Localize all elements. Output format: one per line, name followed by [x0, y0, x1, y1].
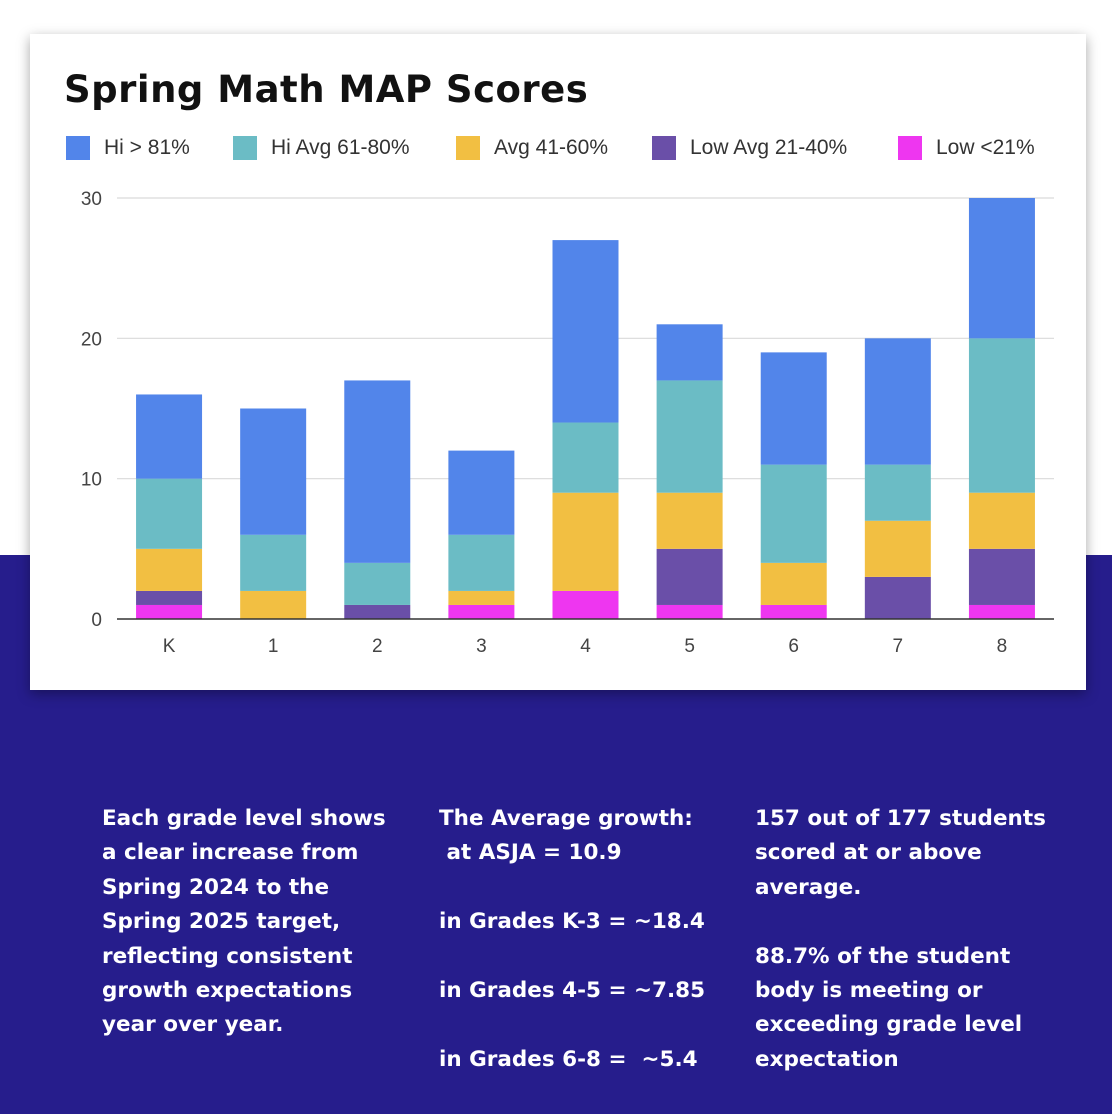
- text-middle-line-1: The Average growth:: [439, 806, 693, 831]
- bar-segment: [969, 338, 1035, 492]
- bar-segment: [344, 605, 410, 619]
- bar-segment: [865, 465, 931, 521]
- x-tick-label: 3: [476, 636, 487, 657]
- text-right-line-5: 88.7% of the student: [755, 943, 1011, 969]
- bar-segment: [969, 493, 1035, 549]
- bar-segment: [553, 240, 619, 422]
- text-right-line-8: expectation: [755, 1046, 899, 1072]
- bar-segment: [136, 394, 202, 478]
- x-tick-label: 2: [371, 636, 383, 657]
- text-middle-line-8: in Grades 6-8 = ~5.4: [439, 1046, 698, 1072]
- bar-segment: [344, 563, 410, 605]
- bar-segment: [448, 605, 514, 619]
- bar-segment: [136, 549, 202, 591]
- bar-segment: [657, 324, 723, 380]
- legend-label-low-avg: Low Avg 21-40%: [690, 136, 848, 159]
- bar-segment: [448, 451, 514, 535]
- text-column-middle: [439, 802, 705, 1077]
- bar-segment: [240, 409, 306, 535]
- bar-segment: [136, 479, 202, 549]
- text-left-line-7: year over year.: [102, 1012, 284, 1038]
- text-right-line-4: [755, 905, 1046, 939]
- bar-segment: [657, 549, 723, 605]
- bar-segment: [761, 605, 827, 619]
- text-left-line-2: a clear increase from: [102, 840, 359, 866]
- y-tick-label: 0: [91, 610, 102, 631]
- text-left-line-1: Each grade level shows: [102, 806, 386, 831]
- x-tick-label: 4: [580, 636, 591, 657]
- bar-segment: [969, 549, 1035, 605]
- x-tick-label: 7: [892, 636, 904, 657]
- text-right-line-1: 157 out of 177 students: [755, 806, 1046, 831]
- bar-segment: [969, 198, 1035, 338]
- x-tick-label: K: [162, 636, 176, 657]
- bar-segment: [865, 338, 931, 464]
- text-left-line-4: Spring 2025 target,: [102, 909, 341, 935]
- legend-label-low: Low <21%: [936, 136, 1035, 159]
- legend-label-avg: Avg 41-60%: [494, 136, 609, 159]
- text-middle-line-4: in Grades K-3 = ~18.4: [439, 909, 705, 935]
- legend-label-hi: Hi > 81%: [104, 136, 190, 159]
- bar-segment: [136, 591, 202, 605]
- x-tick-label: 8: [996, 636, 1008, 657]
- bar-segment: [657, 380, 723, 492]
- y-tick-label: 20: [80, 329, 102, 351]
- bar-segment: [136, 605, 202, 619]
- stacked-bar-chart: [30, 34, 1086, 690]
- bar-segment: [657, 605, 723, 619]
- bar-segment: [553, 423, 619, 493]
- x-tick-label: 5: [684, 636, 695, 657]
- legend-label-hi-avg: Hi Avg 61-80%: [271, 136, 410, 159]
- x-tick-label: 1: [267, 636, 279, 657]
- bar-segment: [344, 380, 410, 562]
- text-left-line-6: growth expectations: [102, 978, 353, 1004]
- text-right-line-2: scored at or above: [755, 840, 982, 866]
- chart-title: Spring Math MAP Scores: [64, 68, 589, 111]
- bar-segment: [240, 535, 306, 591]
- text-left-line-5: reflecting consistent: [102, 943, 353, 969]
- y-tick-label: 10: [80, 469, 102, 491]
- bar-segment: [657, 493, 723, 549]
- y-tick-label: 30: [80, 189, 102, 210]
- text-right-line-7: exceeding grade level: [755, 1012, 1023, 1038]
- text-middle-line-6: in Grades 4-5 = ~7.85: [439, 978, 706, 1004]
- text-middle-line-2: at ASJA = 10.9: [439, 840, 622, 866]
- bar-segment: [761, 352, 827, 464]
- chart-card: [30, 34, 1086, 690]
- x-tick-label: 6: [788, 636, 800, 657]
- bar-segment: [761, 563, 827, 605]
- text-right-line-6: body is meeting or: [755, 978, 983, 1004]
- text-middle-line-3: [439, 871, 705, 905]
- text-right-line-3: average.: [755, 874, 862, 900]
- bar-segment: [240, 591, 306, 619]
- text-middle-line-7: [439, 1008, 705, 1042]
- bar-segment: [865, 521, 931, 577]
- bar-segment: [969, 605, 1035, 619]
- text-column-left: [102, 802, 386, 1043]
- text-middle-line-5: [439, 940, 705, 974]
- bar-segment: [448, 591, 514, 605]
- text-left-line-3: Spring 2024 to the: [102, 874, 330, 900]
- bar-segment: [865, 577, 931, 619]
- bar-segment: [448, 535, 514, 591]
- text-column-right: [755, 802, 1046, 1077]
- bar-segment: [761, 465, 827, 563]
- bar-segment: [553, 591, 619, 619]
- bar-segment: [553, 493, 619, 591]
